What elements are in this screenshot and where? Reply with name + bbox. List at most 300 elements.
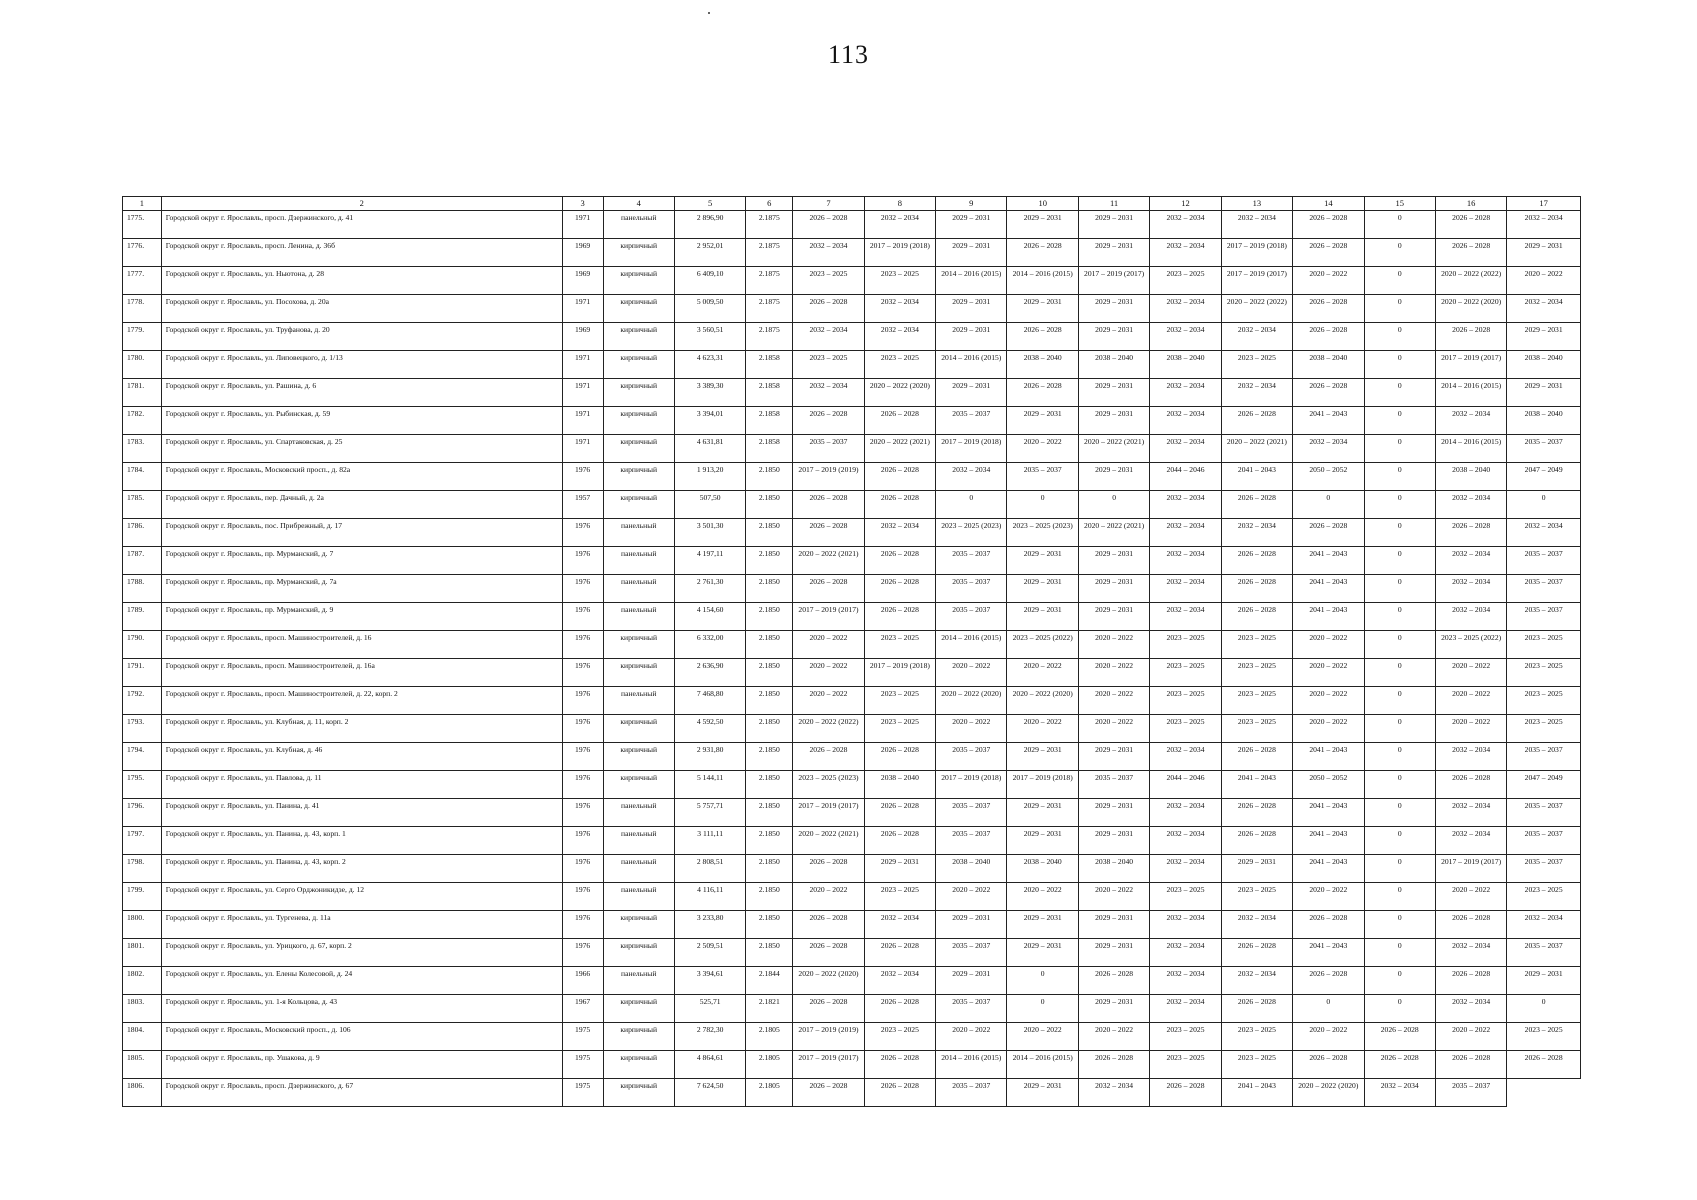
table-cell: панельный bbox=[603, 519, 674, 547]
table-cell: 2017 – 2019 (2019) bbox=[793, 1023, 864, 1051]
table-cell: кирпичный bbox=[603, 295, 674, 323]
address-cell: Городской округ г. Ярославль, ул. Посохова, д. 20а bbox=[161, 295, 562, 323]
table-cell: 2029 – 2031 bbox=[1007, 827, 1078, 855]
table-cell: 2035 – 2037 bbox=[936, 939, 1007, 967]
row-number: 1782. bbox=[123, 407, 162, 435]
table-cell: 2041 – 2043 bbox=[1293, 827, 1364, 855]
table-cell: 2.1805 bbox=[746, 1051, 793, 1079]
table-cell: 1976 bbox=[562, 827, 603, 855]
table-cell: 1975 bbox=[562, 1051, 603, 1079]
table-cell: 2035 – 2037 bbox=[1007, 463, 1078, 491]
table-cell: 2029 – 2031 bbox=[1507, 239, 1581, 267]
table-cell: кирпичный bbox=[603, 715, 674, 743]
table-cell: 2.1850 bbox=[746, 687, 793, 715]
table-cell: 2038 – 2040 bbox=[1435, 463, 1506, 491]
table-cell: 2041 – 2043 bbox=[1293, 799, 1364, 827]
table-cell: 2.1858 bbox=[746, 435, 793, 463]
table-cell: 2017 – 2019 (2018) bbox=[864, 659, 935, 687]
table-cell: 2026 – 2028 bbox=[793, 491, 864, 519]
table-row bbox=[123, 267, 1581, 295]
table-row bbox=[123, 239, 1581, 267]
table-cell: 2050 – 2052 bbox=[1293, 463, 1364, 491]
table-cell: 2032 – 2034 bbox=[1150, 575, 1221, 603]
table-cell: 2035 – 2037 bbox=[793, 435, 864, 463]
table-cell: 2.1850 bbox=[746, 575, 793, 603]
table-cell: 2023 – 2025 bbox=[793, 267, 864, 295]
address-cell: Городской округ г. Ярославль, пр. Ушакова, д. 9 bbox=[161, 1051, 562, 1079]
table-cell: 2026 – 2028 bbox=[793, 743, 864, 771]
table-cell: 2032 – 2034 bbox=[1221, 379, 1292, 407]
table-cell: 2032 – 2034 bbox=[1435, 939, 1506, 967]
table-cell: 1969 bbox=[562, 267, 603, 295]
table-cell: 2032 – 2034 bbox=[864, 323, 935, 351]
row-number: 1806. bbox=[123, 1079, 162, 1107]
row-number: 1778. bbox=[123, 295, 162, 323]
table-cell: 2032 – 2034 bbox=[1150, 295, 1221, 323]
table-cell: 2047 – 2049 bbox=[1507, 463, 1581, 491]
table-cell: 2.1850 bbox=[746, 911, 793, 939]
table-cell: 2020 – 2022 bbox=[1435, 1023, 1506, 1051]
table-cell: 2032 – 2034 bbox=[1435, 995, 1506, 1023]
table-cell: 2014 – 2016 (2015) bbox=[936, 631, 1007, 659]
table-cell: 2026 – 2028 bbox=[1507, 1051, 1581, 1079]
row-number: 1792. bbox=[123, 687, 162, 715]
table-row bbox=[123, 939, 1581, 967]
column-header-8: 8 bbox=[864, 197, 935, 211]
table-cell: 2041 – 2043 bbox=[1221, 771, 1292, 799]
row-number: 1788. bbox=[123, 575, 162, 603]
table-cell: 2035 – 2037 bbox=[936, 827, 1007, 855]
table-cell: 2026 – 2028 bbox=[793, 911, 864, 939]
table-cell: 2032 – 2034 bbox=[1150, 939, 1221, 967]
table-cell: 2026 – 2028 bbox=[1221, 939, 1292, 967]
address-cell: Городской округ г. Ярославль, Московский просп., д. 82а bbox=[161, 463, 562, 491]
table-cell: 2026 – 2028 bbox=[1435, 239, 1506, 267]
table-cell: 2029 – 2031 bbox=[1078, 295, 1149, 323]
table-row bbox=[123, 211, 1581, 239]
table-cell: 2044 – 2046 bbox=[1150, 463, 1221, 491]
table-cell: 2032 – 2034 bbox=[1507, 211, 1581, 239]
table-cell: 1 913,20 bbox=[674, 463, 745, 491]
table-cell: 2023 – 2025 bbox=[1221, 883, 1292, 911]
table-row bbox=[123, 911, 1581, 939]
column-header-16: 16 bbox=[1435, 197, 1506, 211]
table-cell: 2035 – 2037 bbox=[1507, 939, 1581, 967]
table-cell: 2023 – 2025 bbox=[1221, 687, 1292, 715]
table-cell: 2035 – 2037 bbox=[936, 1079, 1007, 1107]
table-cell: 2017 – 2019 (2017) bbox=[1078, 267, 1149, 295]
table-cell: 2023 – 2025 bbox=[1221, 715, 1292, 743]
table-cell: 2.1805 bbox=[746, 1079, 793, 1107]
table-cell: 0 bbox=[1007, 967, 1078, 995]
row-number: 1787. bbox=[123, 547, 162, 575]
table-cell: 2032 – 2034 bbox=[1435, 407, 1506, 435]
column-header-11: 11 bbox=[1078, 197, 1149, 211]
table-cell: 2.1850 bbox=[746, 463, 793, 491]
table-cell: 0 bbox=[1364, 491, 1435, 519]
table-cell: 2026 – 2028 bbox=[1078, 1051, 1149, 1079]
table-cell: 2026 – 2028 bbox=[1435, 323, 1506, 351]
table-cell: 2020 – 2022 (2020) bbox=[1007, 687, 1078, 715]
table-cell: 2026 – 2028 bbox=[864, 799, 935, 827]
page-number: 113 bbox=[827, 40, 870, 69]
table-cell: 2032 – 2034 bbox=[1150, 827, 1221, 855]
table-cell: 2032 – 2034 bbox=[1435, 827, 1506, 855]
table-cell: 2029 – 2031 bbox=[936, 211, 1007, 239]
table-cell: 0 bbox=[1364, 211, 1435, 239]
table-cell: 2020 – 2022 (2022) bbox=[1221, 295, 1292, 323]
table-cell: кирпичный bbox=[603, 659, 674, 687]
table-cell: 2 509,51 bbox=[674, 939, 745, 967]
table-cell: 0 bbox=[1507, 995, 1581, 1023]
table-cell: 2020 – 2022 bbox=[1007, 715, 1078, 743]
row-number: 1805. bbox=[123, 1051, 162, 1079]
table-cell: кирпичный bbox=[603, 995, 674, 1023]
table-cell: 2029 – 2031 bbox=[1007, 575, 1078, 603]
table-cell: 2017 – 2019 (2017) bbox=[793, 603, 864, 631]
table-cell: 5 757,71 bbox=[674, 799, 745, 827]
table-row bbox=[123, 519, 1581, 547]
table-cell: 2.1850 bbox=[746, 883, 793, 911]
table-cell: 2035 – 2037 bbox=[1507, 827, 1581, 855]
table-cell: 2038 – 2040 bbox=[936, 855, 1007, 883]
table-cell: кирпичный bbox=[603, 379, 674, 407]
table-cell: 2026 – 2028 bbox=[864, 827, 935, 855]
table-cell: 1975 bbox=[562, 1023, 603, 1051]
table-cell: 2023 – 2025 (2023) bbox=[1007, 519, 1078, 547]
table-cell: 1969 bbox=[562, 323, 603, 351]
table-cell: 2029 – 2031 bbox=[1007, 603, 1078, 631]
address-cell: Городской округ г. Ярославль, ул. 1-я Кольцова, д. 43 bbox=[161, 995, 562, 1023]
table-cell: 2050 – 2052 bbox=[1293, 771, 1364, 799]
address-cell: Городской округ г. Ярославль, просп. Машиностроителей, д. 22, корп. 2 bbox=[161, 687, 562, 715]
table-row bbox=[123, 827, 1581, 855]
table-cell: 2026 – 2028 bbox=[1221, 407, 1292, 435]
table-cell: кирпичный bbox=[603, 351, 674, 379]
address-cell: Городской округ г. Ярославль, Московский просп., д. 106 bbox=[161, 1023, 562, 1051]
table-cell: 2032 – 2034 bbox=[1150, 799, 1221, 827]
table-row bbox=[123, 1051, 1581, 1079]
table-row bbox=[123, 855, 1581, 883]
table-container bbox=[122, 196, 1581, 1107]
table-cell: 2.1805 bbox=[746, 1023, 793, 1051]
table-cell: 2020 – 2022 bbox=[1293, 883, 1364, 911]
table-cell: 2023 – 2025 bbox=[793, 351, 864, 379]
table-cell: 2032 – 2034 bbox=[1435, 603, 1506, 631]
table-cell: 2029 – 2031 bbox=[1078, 239, 1149, 267]
table-cell: 2038 – 2040 bbox=[864, 771, 935, 799]
table-cell: 1976 bbox=[562, 547, 603, 575]
table-cell: 2026 – 2028 bbox=[1221, 995, 1292, 1023]
table-cell: 2032 – 2034 bbox=[1435, 547, 1506, 575]
table-cell: 2038 – 2040 bbox=[1078, 351, 1149, 379]
table-row bbox=[123, 967, 1581, 995]
table-cell: 2032 – 2034 bbox=[1150, 967, 1221, 995]
table-cell: 2029 – 2031 bbox=[1078, 575, 1149, 603]
row-number: 1800. bbox=[123, 911, 162, 939]
table-cell: 4 623,31 bbox=[674, 351, 745, 379]
column-header-15: 15 bbox=[1364, 197, 1435, 211]
table-cell: 0 bbox=[1364, 379, 1435, 407]
table-cell: 2023 – 2025 bbox=[1150, 659, 1221, 687]
table-cell: 2026 – 2028 bbox=[793, 519, 864, 547]
table-row bbox=[123, 771, 1581, 799]
address-cell: Городской округ г. Ярославль, ул. Рашина, д. 6 bbox=[161, 379, 562, 407]
table-cell: 2 636,90 bbox=[674, 659, 745, 687]
column-header-2: 2 bbox=[161, 197, 562, 211]
table-cell: 7 468,80 bbox=[674, 687, 745, 715]
table-cell: 2029 – 2031 bbox=[1078, 379, 1149, 407]
table-cell: 2032 – 2034 bbox=[1150, 491, 1221, 519]
table-row bbox=[123, 659, 1581, 687]
table-cell: 1969 bbox=[562, 239, 603, 267]
table-cell: 2029 – 2031 bbox=[1007, 211, 1078, 239]
table-cell: 2023 – 2025 bbox=[1221, 631, 1292, 659]
table-cell: 6 332,00 bbox=[674, 631, 745, 659]
table-cell: 2032 – 2034 bbox=[793, 323, 864, 351]
table-cell: 2041 – 2043 bbox=[1221, 1079, 1292, 1107]
table-header bbox=[123, 197, 1581, 211]
table-cell: 2.1850 bbox=[746, 771, 793, 799]
table-cell: 2029 – 2031 bbox=[936, 323, 1007, 351]
table-cell: 2029 – 2031 bbox=[864, 855, 935, 883]
table-cell: 2.1850 bbox=[746, 519, 793, 547]
table-cell: 2026 – 2028 bbox=[1221, 827, 1292, 855]
table-cell: 2044 – 2046 bbox=[1150, 771, 1221, 799]
address-cell: Городской округ г. Ярославль, ул. Клубная, д. 46 bbox=[161, 743, 562, 771]
table-cell: 2029 – 2031 bbox=[1007, 1079, 1078, 1107]
table-cell: 2017 – 2019 (2017) bbox=[1221, 267, 1292, 295]
table-cell: 2020 – 2022 bbox=[1293, 659, 1364, 687]
table-cell: 2020 – 2022 bbox=[936, 1023, 1007, 1051]
table-cell: 2020 – 2022 bbox=[1507, 267, 1581, 295]
table-row bbox=[123, 715, 1581, 743]
table-cell: 507,50 bbox=[674, 491, 745, 519]
table-cell: 2020 – 2022 (2021) bbox=[793, 547, 864, 575]
table-cell: 1976 bbox=[562, 659, 603, 687]
table-cell: 0 bbox=[1364, 435, 1435, 463]
table-cell: 0 bbox=[1364, 911, 1435, 939]
table-cell: 2032 – 2034 bbox=[1507, 295, 1581, 323]
table-cell: кирпичный bbox=[603, 631, 674, 659]
table-cell: 2026 – 2028 bbox=[1293, 967, 1364, 995]
table-cell: 1976 bbox=[562, 911, 603, 939]
table-cell: 2020 – 2022 bbox=[1293, 267, 1364, 295]
table-cell: 2 761,30 bbox=[674, 575, 745, 603]
row-number: 1779. bbox=[123, 323, 162, 351]
table-cell: 2035 – 2037 bbox=[1507, 799, 1581, 827]
table-cell: 2029 – 2031 bbox=[936, 911, 1007, 939]
table-cell: 2032 – 2034 bbox=[1150, 519, 1221, 547]
table-cell: 0 bbox=[1364, 519, 1435, 547]
table-cell: 2032 – 2034 bbox=[1150, 407, 1221, 435]
row-number: 1790. bbox=[123, 631, 162, 659]
table-cell: 2032 – 2034 bbox=[1507, 519, 1581, 547]
table-cell: 2032 – 2034 bbox=[1150, 995, 1221, 1023]
table-cell: 2029 – 2031 bbox=[1007, 547, 1078, 575]
table-cell: 2023 – 2025 bbox=[864, 715, 935, 743]
table-cell: 0 bbox=[1364, 883, 1435, 911]
table-cell: 2020 – 2022 (2021) bbox=[1221, 435, 1292, 463]
table-cell: 3 501,30 bbox=[674, 519, 745, 547]
table-cell: 2026 – 2028 bbox=[1221, 575, 1292, 603]
table-cell: панельный bbox=[603, 547, 674, 575]
table-cell: 1971 bbox=[562, 295, 603, 323]
table-row bbox=[123, 547, 1581, 575]
table-cell: кирпичный bbox=[603, 1051, 674, 1079]
table-cell: 2026 – 2028 bbox=[1221, 743, 1292, 771]
table-cell: 2026 – 2028 bbox=[793, 407, 864, 435]
table-cell: 2029 – 2031 bbox=[1078, 939, 1149, 967]
table-cell: кирпичный bbox=[603, 267, 674, 295]
table-cell: 2041 – 2043 bbox=[1293, 743, 1364, 771]
table-cell: 2020 – 2022 bbox=[1007, 1023, 1078, 1051]
table-cell: 2041 – 2043 bbox=[1293, 939, 1364, 967]
table-row bbox=[123, 407, 1581, 435]
table-cell: 2.1875 bbox=[746, 239, 793, 267]
table-cell: 0 bbox=[1364, 743, 1435, 771]
table-cell: 4 197,11 bbox=[674, 547, 745, 575]
table-cell: 2014 – 2016 (2015) bbox=[1007, 267, 1078, 295]
row-number: 1799. bbox=[123, 883, 162, 911]
table-cell: 2029 – 2031 bbox=[1507, 379, 1581, 407]
table-cell: 2020 – 2022 bbox=[793, 883, 864, 911]
table-cell: 2026 – 2028 bbox=[793, 995, 864, 1023]
table-cell: 2026 – 2028 bbox=[1293, 519, 1364, 547]
table-cell: 2.1858 bbox=[746, 379, 793, 407]
table-cell: 0 bbox=[1078, 491, 1149, 519]
table-cell: 2.1875 bbox=[746, 295, 793, 323]
address-cell: Городской округ г. Ярославль, просп. Машиностроителей, д. 16 bbox=[161, 631, 562, 659]
table-cell: 1971 bbox=[562, 379, 603, 407]
row-number: 1786. bbox=[123, 519, 162, 547]
table-cell: панельный bbox=[603, 799, 674, 827]
table-cell: 0 bbox=[1364, 239, 1435, 267]
address-cell: Городской округ г. Ярославль, ул. Панина, д. 43, корп. 2 bbox=[161, 855, 562, 883]
table-cell: 2032 – 2034 bbox=[1150, 743, 1221, 771]
row-number: 1784. bbox=[123, 463, 162, 491]
table-cell: 4 592,50 bbox=[674, 715, 745, 743]
table-cell: 1971 bbox=[562, 407, 603, 435]
table-cell: панельный bbox=[603, 211, 674, 239]
table-cell: 2035 – 2037 bbox=[936, 799, 1007, 827]
table-cell: 1976 bbox=[562, 799, 603, 827]
table-cell: 2020 – 2022 bbox=[793, 631, 864, 659]
table-cell: 2023 – 2025 bbox=[1507, 659, 1581, 687]
table-cell: 0 bbox=[1364, 631, 1435, 659]
table-cell: 2023 – 2025 bbox=[1507, 883, 1581, 911]
table-cell: кирпичный bbox=[603, 239, 674, 267]
table-cell: 2026 – 2028 bbox=[1364, 1051, 1435, 1079]
table-cell: 2035 – 2037 bbox=[936, 407, 1007, 435]
address-cell: Городской округ г. Ярославль, ул. Ньютона, д. 28 bbox=[161, 267, 562, 295]
table-cell: 5 144,11 bbox=[674, 771, 745, 799]
table-cell: 2.1850 bbox=[746, 939, 793, 967]
table-cell: 2041 – 2043 bbox=[1221, 463, 1292, 491]
table-cell: 2035 – 2037 bbox=[936, 743, 1007, 771]
table-cell: кирпичный bbox=[603, 435, 674, 463]
table-cell: 2017 – 2019 (2018) bbox=[864, 239, 935, 267]
address-cell: Городской округ г. Ярославль, ул. Тургенева, д. 11а bbox=[161, 911, 562, 939]
table-cell: 2020 – 2022 bbox=[1007, 435, 1078, 463]
table-cell: 2020 – 2022 bbox=[1435, 883, 1506, 911]
table-cell: 2026 – 2028 bbox=[1007, 379, 1078, 407]
table-cell: 2029 – 2031 bbox=[1007, 911, 1078, 939]
table-cell: 2035 – 2037 bbox=[936, 575, 1007, 603]
table-cell: 0 bbox=[1364, 603, 1435, 631]
table-cell: 2029 – 2031 bbox=[1078, 211, 1149, 239]
table-cell: 2026 – 2028 bbox=[1435, 967, 1506, 995]
table-cell: 2035 – 2037 bbox=[936, 603, 1007, 631]
table-cell: 2032 – 2034 bbox=[1221, 211, 1292, 239]
table-cell: 2038 – 2040 bbox=[1007, 855, 1078, 883]
table-cell: 1967 bbox=[562, 995, 603, 1023]
table-cell: 2032 – 2034 bbox=[793, 379, 864, 407]
address-cell: Городской округ г. Ярославль, ул. Урицкого, д. 67, корп. 2 bbox=[161, 939, 562, 967]
table-cell: 2026 – 2028 bbox=[793, 1079, 864, 1107]
row-number: 1801. bbox=[123, 939, 162, 967]
table-cell: 1976 bbox=[562, 771, 603, 799]
table-cell: 2020 – 2022 (2022) bbox=[1435, 267, 1506, 295]
table-cell: кирпичный bbox=[603, 463, 674, 491]
row-number: 1791. bbox=[123, 659, 162, 687]
table-cell: панельный bbox=[603, 827, 674, 855]
table-cell: 4 154,60 bbox=[674, 603, 745, 631]
table-row bbox=[123, 687, 1581, 715]
column-header-6: 6 bbox=[746, 197, 793, 211]
table-cell: 2038 – 2040 bbox=[1007, 351, 1078, 379]
table-cell: 2026 – 2028 bbox=[1293, 379, 1364, 407]
table-cell: 2032 – 2034 bbox=[793, 239, 864, 267]
table-cell: 2023 – 2025 bbox=[864, 1023, 935, 1051]
table-cell: 2026 – 2028 bbox=[1435, 519, 1506, 547]
table-cell: панельный bbox=[603, 883, 674, 911]
table-cell: 2020 – 2022 bbox=[1293, 631, 1364, 659]
address-cell: Городской округ г. Ярославль, просп. Машиностроителей, д. 16а bbox=[161, 659, 562, 687]
table-cell: 1976 bbox=[562, 519, 603, 547]
column-header-7: 7 bbox=[793, 197, 864, 211]
table-cell: 2029 – 2031 bbox=[936, 239, 1007, 267]
table-cell: 2029 – 2031 bbox=[1007, 939, 1078, 967]
table-row bbox=[123, 435, 1581, 463]
table-cell: 2035 – 2037 bbox=[936, 995, 1007, 1023]
table-cell: 2 782,30 bbox=[674, 1023, 745, 1051]
table-cell: 2017 – 2019 (2018) bbox=[1221, 239, 1292, 267]
table-cell: 2026 – 2028 bbox=[1293, 211, 1364, 239]
row-number: 1780. bbox=[123, 351, 162, 379]
table-cell: 2.1850 bbox=[746, 715, 793, 743]
table-cell: 1976 bbox=[562, 743, 603, 771]
table-cell: 2020 – 2022 (2020) bbox=[864, 379, 935, 407]
table-cell: 1966 bbox=[562, 967, 603, 995]
table-cell: 2020 – 2022 bbox=[793, 659, 864, 687]
table-cell: 2020 – 2022 (2021) bbox=[1078, 435, 1149, 463]
table-cell: 7 624,50 bbox=[674, 1079, 745, 1107]
table-cell: 2032 – 2034 bbox=[1435, 799, 1506, 827]
table-cell: 2026 – 2028 bbox=[1435, 1051, 1506, 1079]
table-cell: 1971 bbox=[562, 435, 603, 463]
table-cell: кирпичный bbox=[603, 743, 674, 771]
table-cell: 2026 – 2028 bbox=[864, 491, 935, 519]
table-cell: 2029 – 2031 bbox=[1078, 911, 1149, 939]
table-cell: 2026 – 2028 bbox=[1435, 211, 1506, 239]
table-cell: 3 389,30 bbox=[674, 379, 745, 407]
table-cell: 0 bbox=[1364, 659, 1435, 687]
table-cell: 2020 – 2022 bbox=[936, 715, 1007, 743]
address-cell: Городской округ г. Ярославль, пр. Мурманский, д. 9 bbox=[161, 603, 562, 631]
table-cell: 2023 – 2025 bbox=[1507, 631, 1581, 659]
table-cell: кирпичный bbox=[603, 323, 674, 351]
